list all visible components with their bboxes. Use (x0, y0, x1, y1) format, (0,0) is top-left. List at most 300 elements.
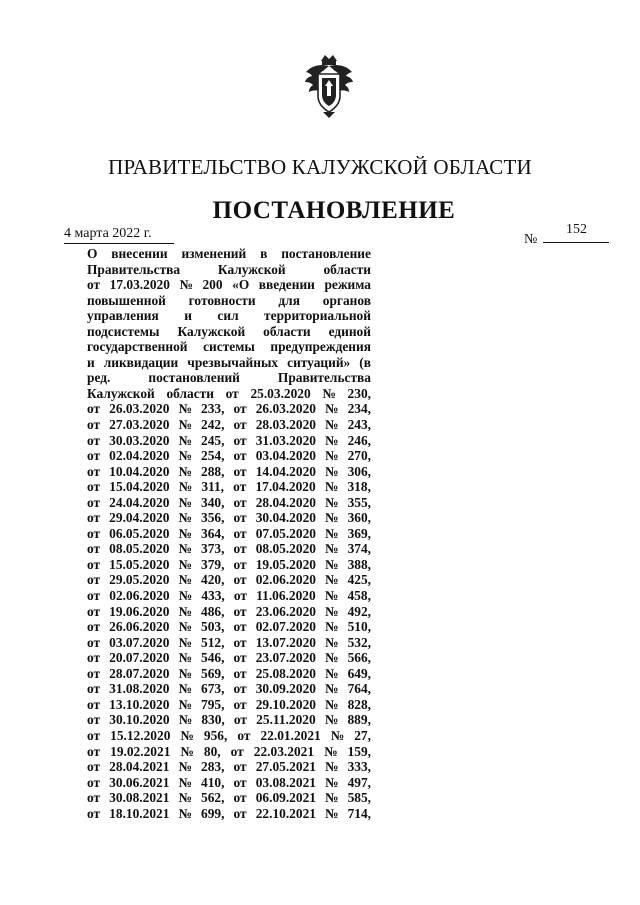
text-word: 27.05.2021 (255, 759, 316, 775)
text-line (87, 262, 371, 278)
text-word: от (87, 432, 101, 448)
coat-of-arms-icon (303, 52, 355, 122)
text-word: от (87, 401, 101, 417)
text-word: области (166, 385, 214, 401)
text-line (87, 355, 371, 371)
text-word: № (325, 650, 339, 666)
text-word: от (233, 541, 247, 557)
text-word: 420, (201, 572, 225, 588)
text-word: № (325, 556, 339, 572)
text-word: 510, (347, 619, 371, 635)
text-word: от (233, 510, 247, 526)
text-word: от (87, 448, 101, 464)
text-word: № (325, 448, 339, 464)
text-word: ликвидации (103, 354, 179, 370)
text-line (87, 246, 371, 262)
text-word: от (233, 634, 247, 650)
text-word: № (325, 805, 339, 821)
number-underline (543, 242, 609, 243)
text-word: изменений (181, 246, 247, 261)
text-word: 374, (347, 541, 371, 557)
text-word: № (178, 448, 192, 464)
text-word: № (178, 650, 192, 666)
text-word: 80, (203, 743, 221, 759)
text-word: 26.03.2020 (109, 401, 170, 417)
text-line (87, 666, 371, 682)
text-word: 311, (201, 479, 225, 495)
text-line (87, 697, 371, 713)
text-word: 245, (201, 432, 225, 448)
text-word: 26.03.2020 (255, 401, 316, 417)
text-word: единой (328, 323, 371, 339)
text-word: № (330, 727, 345, 743)
document-number: 152 (566, 222, 587, 237)
text-word: № (178, 774, 192, 790)
text-line (87, 681, 371, 697)
text-word: 159, (347, 743, 371, 759)
text-word: 13.07.2020 (255, 634, 316, 650)
text-word: 486, (201, 603, 225, 619)
text-word: № (178, 805, 192, 821)
text-word: от (233, 790, 247, 806)
text-word: 699, (201, 805, 225, 821)
text-word: Калужской (177, 323, 246, 339)
text-word: от (87, 572, 101, 588)
text-word: предупреждения (270, 339, 371, 355)
text-line (87, 572, 371, 588)
text-word: 25.11.2020 (256, 712, 316, 728)
text-line (87, 635, 371, 651)
text-word: 14.04.2020 (255, 463, 316, 479)
text-word: 764, (347, 681, 371, 697)
text-word: № (325, 432, 339, 448)
text-line (87, 448, 371, 464)
text-word: 31.03.2020 (255, 432, 316, 448)
text-word: 355, (347, 494, 371, 510)
text-line (87, 277, 371, 293)
text-word: 29.05.2020 (109, 572, 170, 588)
text-word: от (87, 510, 101, 526)
text-word: 02.06.2020 (109, 588, 170, 604)
text-word: от (233, 463, 247, 479)
text-word: 24.04.2020 (109, 494, 170, 510)
text-word: 230, (347, 385, 371, 401)
text-word: № (324, 588, 339, 604)
text-word: 254, (201, 448, 225, 464)
text-line (87, 759, 371, 775)
text-word: № (325, 619, 339, 635)
text-word: 27, (354, 727, 371, 743)
text-word: 11.06.2020 (256, 588, 316, 604)
text-word: 318, (347, 479, 371, 495)
text-line (87, 775, 371, 791)
text-word: от (87, 525, 101, 541)
text-word: № (178, 712, 193, 728)
text-word: 25.03.2020 (250, 385, 311, 401)
text-word: от (87, 805, 101, 821)
text-word: 889, (347, 712, 371, 728)
text-word: внесении (111, 246, 168, 261)
text-word: 19.05.2020 (255, 556, 316, 572)
text-line (87, 308, 371, 324)
text-word: № (178, 588, 193, 604)
text-word: 28.04.2021 (109, 759, 170, 775)
document-type: ПОСТАНОВЛЕНИЕ (212, 197, 456, 224)
text-word: 340, (201, 494, 225, 510)
text-word: № (178, 790, 192, 806)
text-word: от (87, 494, 101, 510)
text-word: № (178, 696, 192, 712)
text-word: 356, (201, 510, 225, 526)
text-word: 585, (347, 790, 371, 806)
text-word: 562, (201, 790, 225, 806)
text-word: 17.03.2020 (109, 277, 170, 293)
text-line (87, 479, 371, 495)
text-word: от (87, 774, 101, 790)
text-word: 546, (201, 650, 225, 666)
text-word: в (260, 246, 268, 261)
text-word: № (178, 634, 192, 650)
text-word: от (233, 603, 247, 619)
text-word: № (325, 681, 339, 697)
text-word: № (178, 541, 192, 557)
text-word: 242, (201, 417, 225, 433)
text-word: от (87, 727, 101, 743)
text-word: повышенной (87, 292, 166, 308)
text-word: № (178, 401, 192, 417)
text-word: № (325, 665, 339, 681)
resolution-heading-text (87, 246, 371, 821)
text-word: 03.08.2021 (255, 774, 316, 790)
text-line (87, 433, 371, 449)
text-word: от (233, 774, 247, 790)
text-word: чрезвычайных (187, 354, 279, 370)
text-word: от (87, 277, 101, 293)
text-word: готовности (188, 292, 256, 308)
text-word: и (87, 354, 95, 370)
number-sign: № (524, 232, 538, 247)
text-word: № (178, 681, 192, 697)
text-word: № (178, 556, 192, 572)
text-word: 288, (201, 463, 225, 479)
text-word: 364, (201, 525, 225, 541)
text-word: от (233, 650, 247, 666)
text-word: 22.01.2021 (260, 727, 321, 743)
text-word: постановление (281, 246, 371, 261)
text-word: и (184, 308, 192, 324)
text-line (87, 557, 371, 573)
text-word: 25.08.2020 (255, 665, 316, 681)
text-word: для (278, 292, 300, 308)
text-word: от (233, 759, 247, 775)
text-word: 503, (201, 619, 225, 635)
text-word: 22.10.2021 (255, 805, 316, 821)
text-word: № (178, 417, 192, 433)
text-word: № (322, 385, 336, 401)
text-word: 18.10.2021 (109, 805, 170, 821)
text-word: № (325, 541, 339, 557)
text-word: № (324, 712, 339, 728)
text-word: 07.05.2020 (255, 525, 316, 541)
text-word: 28.07.2020 (109, 665, 170, 681)
text-line (87, 293, 371, 309)
text-word: от (87, 417, 101, 433)
text-word: 15.04.2020 (109, 479, 170, 495)
text-word: № (178, 572, 192, 588)
text-word: 270, (347, 448, 371, 464)
text-word: от (87, 479, 101, 495)
text-word: 29.10.2020 (255, 696, 316, 712)
text-word: 532, (347, 634, 371, 650)
text-word: от (87, 588, 101, 604)
text-line (87, 744, 371, 760)
text-word: 03.07.2020 (109, 634, 170, 650)
text-word: от (87, 463, 101, 479)
document-date: 4 марта 2022 г. (64, 226, 174, 244)
text-word: 29.04.2020 (109, 510, 170, 526)
text-word: 27.03.2020 (109, 417, 170, 433)
text-word: 30.06.2021 (109, 774, 170, 790)
text-word: № (178, 510, 192, 526)
text-word: № (325, 774, 339, 790)
text-word: от (233, 681, 247, 697)
text-word: режима (324, 277, 371, 293)
text-word: 566, (347, 650, 371, 666)
text-word: 17.04.2020 (255, 479, 316, 495)
text-word: от (233, 712, 248, 728)
text-word: № (178, 479, 193, 495)
text-line (87, 541, 371, 557)
text-word: 20.07.2020 (109, 650, 170, 666)
text-word: 243, (347, 417, 371, 433)
text-word: 830, (201, 712, 225, 728)
text-word: 569, (201, 665, 225, 681)
text-line (87, 728, 371, 744)
text-word: № (325, 759, 339, 775)
text-line (87, 510, 371, 526)
text-word: ситуаций» (287, 354, 351, 370)
text-word: № (324, 743, 338, 759)
text-word: от (233, 556, 247, 572)
text-line (87, 619, 371, 635)
text-line (87, 790, 371, 806)
text-word: № (178, 759, 192, 775)
text-word: 19.06.2020 (109, 603, 170, 619)
text-word: Правительства (87, 261, 181, 277)
text-word: (в (359, 354, 371, 370)
text-word: № (325, 603, 339, 619)
text-word: от (87, 681, 101, 697)
text-word: области (323, 261, 371, 277)
text-word: № (325, 417, 339, 433)
text-word: № (178, 665, 192, 681)
text-line (87, 401, 371, 417)
text-word: от (225, 385, 239, 401)
text-word: 10.04.2020 (109, 463, 170, 479)
text-word: 13.10.2020 (109, 696, 170, 712)
text-word: № (178, 619, 192, 635)
text-word: 30.09.2020 (255, 681, 316, 697)
text-word: № (180, 743, 194, 759)
text-word: 08.05.2020 (109, 541, 170, 557)
text-word: 28.04.2020 (255, 494, 316, 510)
text-word: № (325, 634, 339, 650)
text-word: 379, (201, 556, 225, 572)
text-word: № (325, 696, 339, 712)
text-word: 388, (347, 556, 371, 572)
text-word: № (178, 494, 192, 510)
text-word: постановлений (148, 370, 240, 386)
text-line (87, 370, 371, 386)
text-word: Правительства (277, 370, 371, 386)
text-word: 369, (347, 525, 371, 541)
text-word: 458, (347, 588, 371, 604)
text-word: 19.02.2021 (110, 743, 171, 759)
text-word: введении (258, 277, 315, 293)
text-word: № (325, 525, 339, 541)
text-word: 200 (202, 277, 223, 293)
text-word: от (233, 619, 247, 635)
text-word: от (87, 556, 101, 572)
text-word: 373, (201, 541, 225, 557)
text-word: № (178, 525, 192, 541)
text-word: 02.07.2020 (255, 619, 316, 635)
text-word: 306, (347, 463, 371, 479)
text-word: от (87, 650, 101, 666)
text-word: от (87, 743, 101, 759)
text-word: Калужской (217, 261, 286, 277)
text-word: 31.08.2020 (109, 681, 170, 697)
text-word: от (87, 619, 101, 635)
text-word: № (325, 510, 339, 526)
text-word: № (325, 572, 339, 588)
text-word: 15.12.2020 (110, 727, 171, 743)
text-word: 795, (201, 696, 225, 712)
text-word: от (233, 805, 247, 821)
text-word: № (178, 603, 192, 619)
text-line (87, 650, 371, 666)
text-line (87, 806, 371, 822)
text-word: от (230, 743, 244, 759)
text-word: от (233, 665, 247, 681)
text-word: № (180, 727, 194, 743)
text-word: от (233, 432, 247, 448)
text-word: от (87, 634, 101, 650)
text-word: 234, (347, 401, 371, 417)
text-word: сил (217, 308, 239, 324)
document-number-block (524, 222, 610, 247)
text-word: от (233, 494, 247, 510)
text-word: «О (232, 277, 250, 293)
text-line (87, 712, 371, 728)
text-word: 956, (203, 727, 228, 743)
text-word: от (87, 696, 101, 712)
text-word: 233, (201, 401, 225, 417)
text-word: государственной (87, 339, 188, 355)
text-word: от (233, 479, 247, 495)
text-word: территориальной (264, 308, 371, 324)
text-word: от (237, 727, 251, 743)
text-word: № (325, 790, 339, 806)
text-word: 425, (347, 572, 371, 588)
text-line (87, 417, 371, 433)
text-word: от (233, 448, 247, 464)
text-word: 26.06.2020 (109, 619, 170, 635)
text-line (87, 604, 371, 620)
text-word: 333, (347, 759, 371, 775)
text-word: 30.04.2020 (255, 510, 316, 526)
text-word: 283, (201, 759, 225, 775)
text-word: от (87, 790, 101, 806)
text-word: от (87, 759, 101, 775)
text-word: 23.07.2020 (255, 650, 316, 666)
text-word: 828, (347, 696, 371, 712)
text-line (87, 324, 371, 340)
text-word: 30.03.2020 (109, 432, 170, 448)
text-word: от (87, 541, 101, 557)
text-word: 15.05.2020 (109, 556, 170, 572)
text-word: от (233, 525, 247, 541)
text-word: 03.04.2020 (255, 448, 316, 464)
text-word: от (233, 696, 247, 712)
text-word: 30.08.2021 (109, 790, 170, 806)
text-word: 23.06.2020 (255, 603, 316, 619)
government-title: ПРАВИТЕЛЬСТВО КАЛУЖСКОЙ ОБЛАСТИ (108, 155, 532, 179)
text-word: системы (203, 339, 255, 355)
text-word: 649, (347, 665, 371, 681)
text-word: № (324, 479, 339, 495)
text-line (87, 588, 371, 604)
text-word: 06.05.2020 (109, 525, 170, 541)
text-word: 360, (347, 510, 371, 526)
text-word: от (87, 603, 101, 619)
text-word: области (263, 323, 311, 339)
text-word: № (179, 277, 193, 293)
text-line (87, 386, 371, 402)
text-word: № (178, 432, 192, 448)
text-word: управления (87, 308, 159, 324)
text-word: 497, (347, 774, 371, 790)
text-word: от (87, 712, 101, 728)
text-word: 06.09.2021 (255, 790, 316, 806)
text-line (87, 526, 371, 542)
text-word: органов (322, 292, 371, 308)
text-line (87, 495, 371, 511)
text-word: подсистемы (87, 323, 160, 339)
text-line (87, 339, 371, 355)
text-word: 246, (347, 432, 371, 448)
text-word: от (233, 588, 248, 604)
text-word: от (233, 401, 247, 417)
text-word: 673, (201, 681, 225, 697)
text-word: 410, (201, 774, 225, 790)
text-line (87, 464, 371, 480)
text-word: 512, (201, 634, 225, 650)
text-word: 433, (201, 588, 225, 604)
text-word: от (233, 572, 247, 588)
text-word: 22.03.2021 (253, 743, 315, 759)
text-word: № (325, 494, 339, 510)
text-word: О (87, 246, 98, 261)
text-word: 492, (347, 603, 371, 619)
text-word: 08.05.2020 (255, 541, 316, 557)
text-word: № (178, 463, 192, 479)
text-word: 02.04.2020 (109, 448, 170, 464)
text-word: 02.06.2020 (255, 572, 316, 588)
text-word: № (325, 463, 339, 479)
text-word: 714, (347, 805, 371, 821)
text-word: 30.10.2020 (109, 712, 170, 728)
